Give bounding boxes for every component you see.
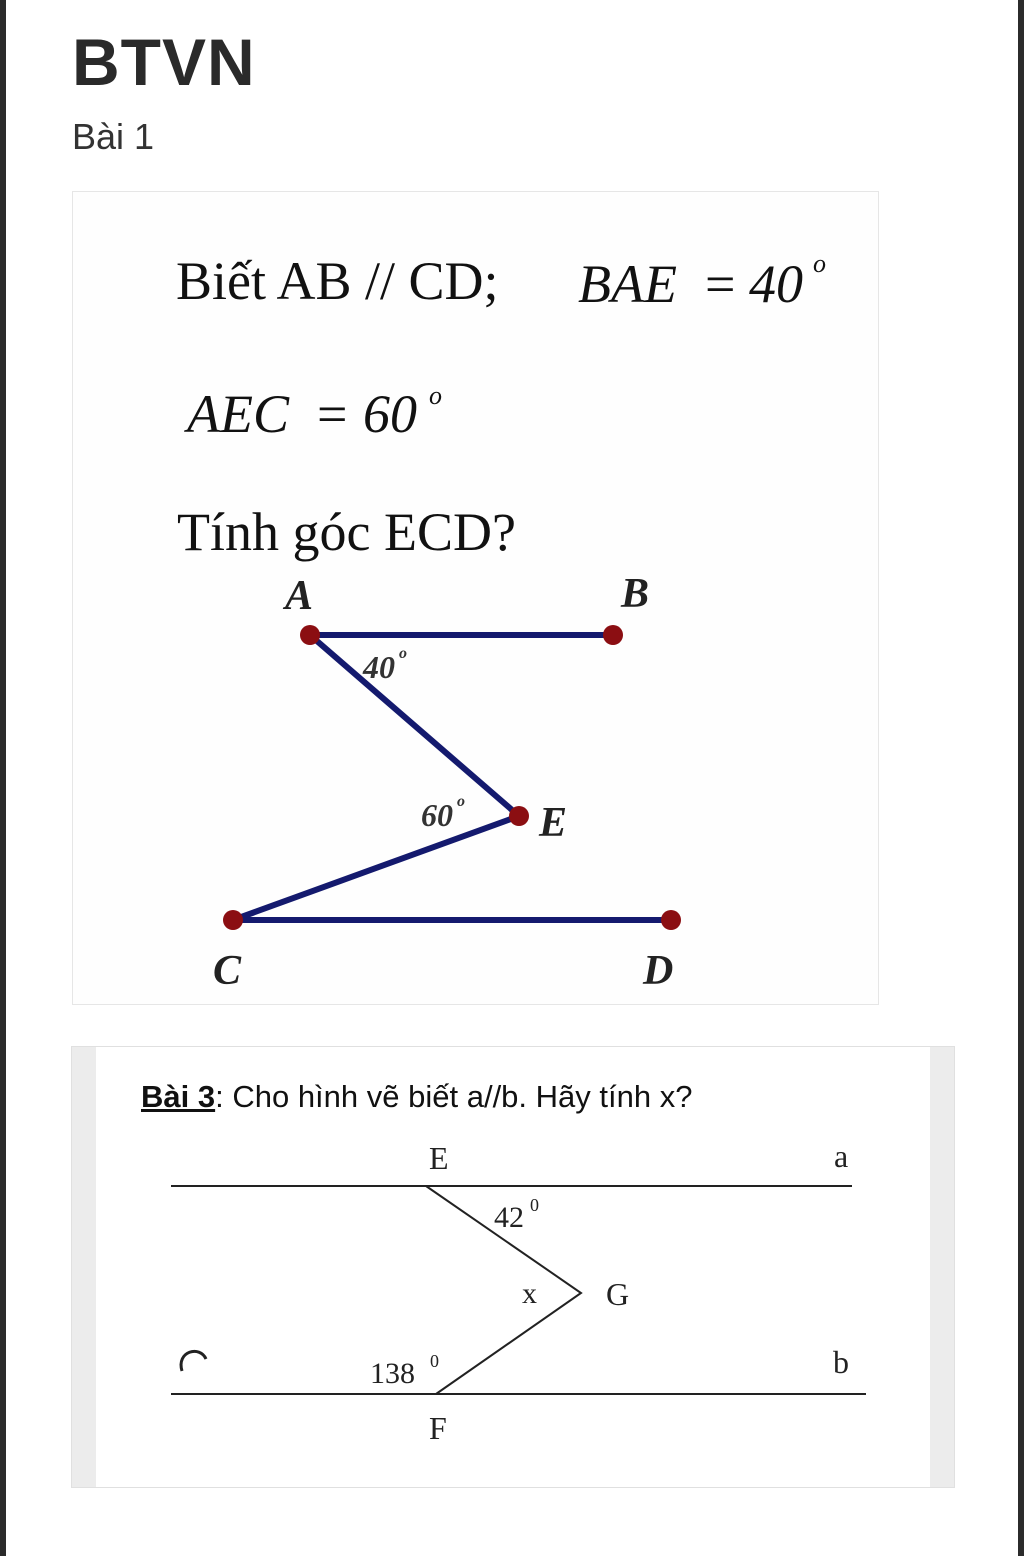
line-b-label: b [833,1344,849,1380]
problem3-label: Bài 3 [141,1079,216,1114]
problem1-figure [73,192,878,1004]
problem1-equals-1: = [705,254,736,314]
problem3-content [96,1047,930,1487]
page-title: BTVN [72,25,256,99]
left-edge-bar [0,0,6,1556]
right-edge-bar [1018,0,1024,1556]
segment-ae [310,635,519,816]
angle-top-degree: 0 [530,1195,539,1215]
problem1-diagram [213,571,681,994]
problem1-angle1-name: BAE [578,254,677,314]
point-d-label: D [643,948,674,994]
problem1-angle1-value: 40 [749,254,803,314]
angle-e-degree: o [457,793,465,810]
problem3-text: : Cho hình vẽ biết a//b. Hãy tính x? [215,1079,693,1114]
point-a-label: A [285,573,314,619]
problem1-image [72,191,879,1005]
problem1-given-text: Biết AB // CD; [176,251,499,311]
section-label: Bài 1 [72,116,155,157]
problem1-angle2-value: 60 [363,384,417,444]
handwritten-mark [181,1351,206,1371]
problem1-degree-2: o [429,381,442,410]
point-b-dot [603,625,623,645]
point-e-label: E [539,800,568,846]
angle-e-label: 60 [421,797,453,833]
problem3-figure [96,1047,930,1487]
point-c-dot [223,910,243,930]
segment-ec [233,816,519,920]
problem1-question: Tính góc ECD? [177,502,516,562]
line-a-label: a [834,1138,849,1174]
angle-bottom-degree: 0 [430,1351,439,1371]
point-e-dot [509,806,529,826]
point-e-label: E [429,1140,449,1176]
point-d-dot [661,910,681,930]
point-g-label: G [606,1276,630,1312]
angle-a-label: 40 [363,649,395,685]
problem3-card [71,1046,955,1488]
problem1-equals-2: = [317,384,348,444]
point-b-label: B [621,571,650,617]
angle-top-label: 42 [494,1201,524,1234]
problem1-degree-1: o [813,249,826,278]
point-a-dot [300,625,320,645]
point-f-label: F [429,1410,447,1446]
angle-bottom-label: 138 [370,1357,415,1390]
point-c-label: C [213,948,242,994]
problem1-angle2-name: AEC [187,384,289,444]
angle-x-label: x [522,1277,537,1310]
angle-a-degree: o [399,645,407,662]
